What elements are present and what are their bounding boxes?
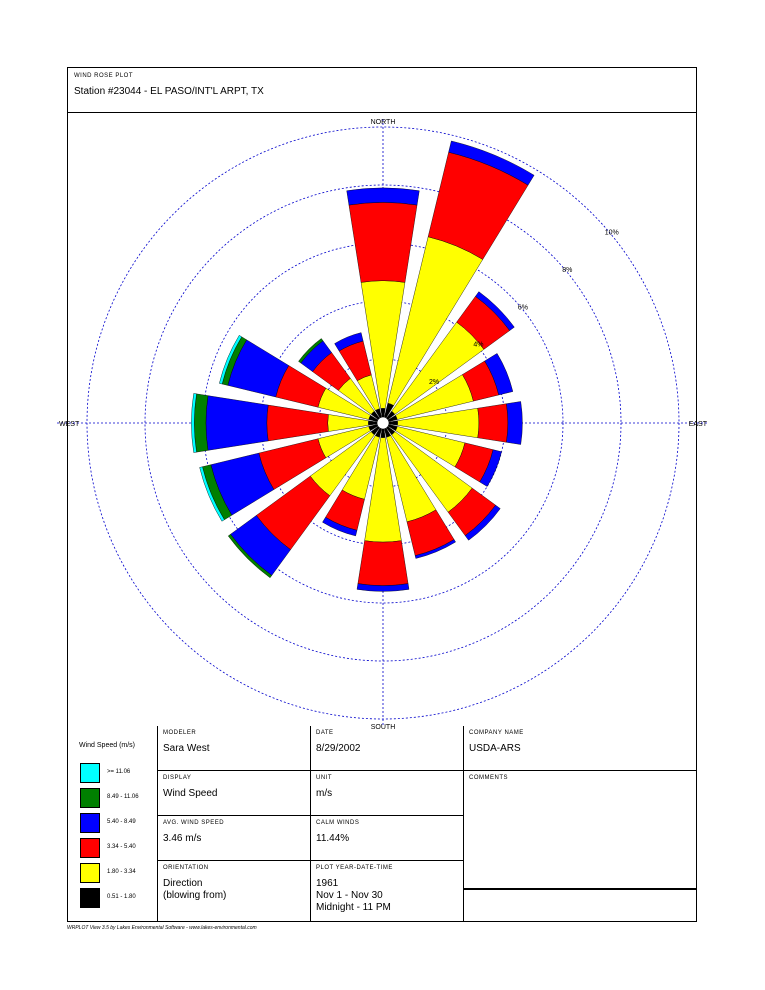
legend-swatch [80,813,100,833]
legend-swatch [80,838,100,858]
unit-cell [311,771,464,816]
ring-label: 4% [473,341,484,349]
orientation-cell [158,861,311,921]
legend-label: 0.51 - 1.80 [107,894,136,900]
header-label: WIND ROSE PLOT [74,73,134,79]
unit-value: m/s [316,788,333,799]
avg-speed-label: AVG. WIND SPEED [163,820,225,826]
legend-label: 8.49 - 11.06 [107,794,139,800]
legend-label: 5.40 - 8.49 [107,819,136,825]
plot-hours: Midnight - 11 PM [316,902,391,913]
modeler-cell [158,726,311,771]
calm-winds-value: 11.44% [316,833,350,844]
legend-label: >= 11.06 [107,769,131,775]
orientation-line-2: (blowing from) [163,890,227,901]
comments-cell [464,771,696,889]
plot-time-value [316,878,391,914]
display-label: DISPLAY [163,775,192,781]
petal-segment [349,202,417,282]
date-value: 8/29/2002 [316,743,361,754]
orientation-value [163,878,226,902]
petal-segment [478,404,508,443]
petal-segment [347,188,420,205]
empty-cell [464,889,696,921]
legend-item [80,813,156,833]
date-cell [311,726,464,771]
plot-time-cell [311,861,464,921]
wind-rose-plot [59,113,707,731]
legend-label: 1.80 - 3.34 [107,869,136,875]
legend-swatch [80,888,100,908]
date-label: DATE [316,730,334,736]
report-header [68,68,696,113]
avg-speed-cell [158,816,311,861]
legend-swatch [80,788,100,808]
plot-dates: Nov 1 - Nov 30 [316,890,383,901]
unit-label: UNIT [316,775,332,781]
ring-label: 8% [562,267,573,275]
legend-item [80,888,156,908]
plot-time-label: PLOT YEAR-DATE-TIME [316,865,393,871]
orientation-line-1: Direction [163,878,203,889]
legend-label: 3.34 - 5.40 [107,844,136,850]
legend-item [80,863,156,883]
report-frame [59,67,707,922]
company-value: USDA-ARS [469,743,521,754]
compass-south-label: SOUTH [370,724,396,731]
legend-item [80,838,156,858]
petal-segment [506,401,522,444]
station-title: Station #23044 - EL PASO/INT'L ARPT, TX [74,86,264,97]
display-cell [158,771,311,816]
legend-item [80,788,156,808]
petal-segment [267,405,329,441]
petal-segment [206,396,268,451]
wind-rose-svg [59,113,707,731]
legend [68,726,158,921]
ring-label: 2% [428,378,440,386]
plot-year: 1961 [316,878,339,889]
display-value: Wind Speed [163,788,218,799]
company-label: COMPANY NAME [469,730,524,736]
avg-speed-value: 3.46 m/s [163,833,202,844]
footer-credit: WRPLOT View 3.5 by Lakes Environmental Software - www.lakes-environmental.com [67,925,257,931]
info-panel [68,726,696,921]
orientation-label: ORIENTATION [163,865,209,871]
compass-north-label: NORTH [370,119,396,126]
legend-title: Wind Speed (m/s) [79,742,136,749]
comments-label: COMMENTS [469,775,508,781]
company-cell [464,726,696,771]
legend-item [80,763,156,783]
calm-hub [377,417,389,429]
modeler-value: Sara West [163,743,210,754]
calm-winds-label: CALM WINDS [316,820,360,826]
compass-east-label: EAST [688,421,707,428]
ring-label: 6% [517,304,528,312]
calm-winds-cell [311,816,464,861]
petal-segment [194,394,208,452]
legend-swatch [80,763,100,783]
modeler-label: MODELER [163,730,197,736]
ring-label: 10% [604,229,619,237]
legend-swatch [80,863,100,883]
petal-segment [358,541,408,586]
compass-west-label: WEST [59,421,80,428]
